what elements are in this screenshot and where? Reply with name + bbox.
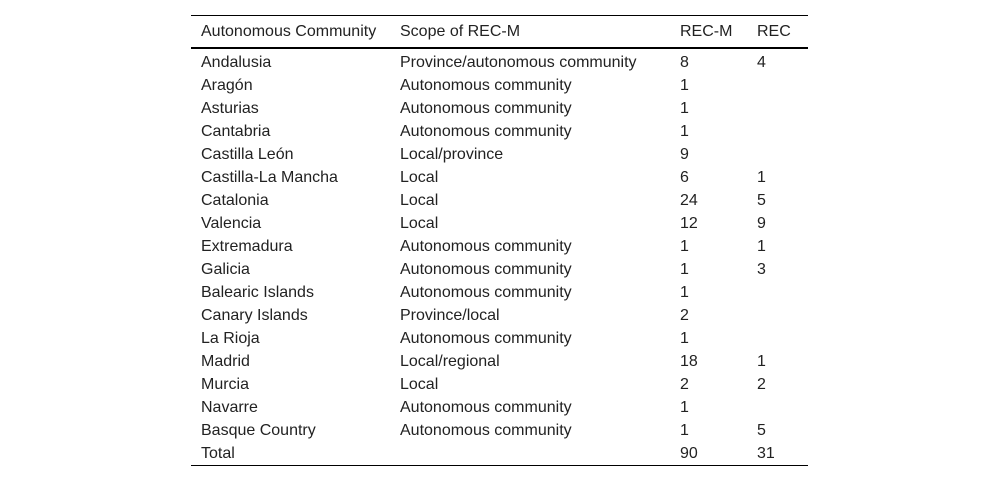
cell-scope [400, 442, 680, 466]
cell-rec-m: 1 [680, 330, 689, 347]
cell-community: Aragón [201, 77, 253, 94]
cell-scope: Autonomous community [400, 100, 572, 117]
cell-rec-m: 2 [680, 376, 689, 393]
header-row [191, 16, 808, 49]
cell-rec: 1 [757, 238, 766, 255]
table-row [191, 143, 808, 166]
cell-rec-m: 1 [680, 123, 689, 140]
table-row [191, 419, 808, 442]
cell-rec [757, 281, 808, 304]
cell-rec-m: 1 [680, 77, 689, 94]
table-row [191, 258, 808, 281]
cell-rec-m: 18 [680, 353, 698, 370]
cell-rec-m: 1 [680, 399, 689, 416]
cell-scope: Local [400, 215, 439, 232]
cell-community: Andalusia [201, 54, 272, 71]
cell-community: Castilla León [201, 146, 294, 163]
cell-scope: Autonomous community [400, 123, 572, 140]
cell-rec-m: 9 [680, 146, 689, 163]
cell-rec [757, 304, 808, 327]
cell-rec: 5 [757, 192, 766, 209]
table-row [191, 97, 808, 120]
cell-scope: Local [400, 192, 439, 209]
cell-scope: Local [400, 376, 439, 393]
header-scope: Scope of REC-M [400, 23, 521, 40]
header-rec-m: REC-M [680, 23, 733, 40]
cell-community: Catalonia [201, 192, 269, 209]
table-row [191, 281, 808, 304]
cell-scope: Autonomous community [400, 399, 572, 416]
header-rec: REC [757, 23, 791, 40]
cell-rec-m: 8 [680, 54, 689, 71]
cell-community: Madrid [201, 353, 250, 370]
cell-scope: Province/autonomous community [400, 54, 637, 71]
table-row [191, 373, 808, 396]
cell-community: Balearic Islands [201, 284, 314, 301]
table-row [191, 304, 808, 327]
cell-scope: Autonomous community [400, 284, 572, 301]
cell-rec [757, 327, 808, 350]
cell-scope: Local/regional [400, 353, 500, 370]
cell-community: Asturias [201, 100, 259, 117]
cell-rec [757, 120, 808, 143]
cell-rec-m: 1 [680, 238, 689, 255]
table-row [191, 327, 808, 350]
cell-community: Extremadura [201, 238, 293, 255]
cell-scope: Local [400, 169, 439, 186]
cell-rec-m: 6 [680, 169, 689, 186]
table-header [191, 16, 808, 49]
cell-scope: Autonomous community [400, 77, 572, 94]
table-row [191, 189, 808, 212]
cell-community: Navarre [201, 399, 258, 416]
cell-scope: Local/province [400, 146, 504, 163]
table-row [191, 350, 808, 373]
header-community: Autonomous Community [201, 23, 377, 40]
cell-community: Valencia [201, 215, 262, 232]
table-row [191, 48, 808, 74]
table-row [191, 120, 808, 143]
cell-rec: 2 [757, 376, 766, 393]
cell-rec [757, 97, 808, 120]
cell-rec-m: 24 [680, 192, 698, 209]
cell-rec [757, 143, 808, 166]
table-row [191, 396, 808, 419]
table-row [191, 74, 808, 97]
table-row [191, 235, 808, 258]
cell-rec-m: 12 [680, 215, 698, 232]
cell-community: Cantabria [201, 123, 271, 140]
cell-community: Total [201, 445, 235, 462]
cell-rec-m: 2 [680, 307, 689, 324]
cell-scope: Autonomous community [400, 238, 572, 255]
cell-community: Galicia [201, 261, 250, 278]
cell-rec: 4 [757, 54, 766, 71]
cell-scope: Autonomous community [400, 422, 572, 439]
cell-scope: Autonomous community [400, 330, 572, 347]
cell-rec: 1 [757, 169, 766, 186]
cell-rec: 9 [757, 215, 766, 232]
cell-rec-m: 90 [680, 445, 698, 462]
cell-scope: Autonomous community [400, 261, 572, 278]
cell-rec: 1 [757, 353, 766, 370]
cell-community: Murcia [201, 376, 250, 393]
cell-rec: 3 [757, 261, 766, 278]
table-row [191, 212, 808, 235]
table-row [191, 166, 808, 189]
cell-rec: 5 [757, 422, 766, 439]
cell-community: Castilla-La Mancha [201, 169, 338, 186]
cell-rec: 31 [757, 445, 775, 462]
table-body [191, 48, 808, 466]
cell-rec-m: 1 [680, 100, 689, 117]
cell-community: La Rioja [201, 330, 260, 347]
cell-rec-m: 1 [680, 422, 689, 439]
cell-community: Canary Islands [201, 307, 308, 324]
cell-scope: Province/local [400, 307, 500, 324]
cell-rec-m: 1 [680, 261, 689, 278]
cell-rec [757, 74, 808, 97]
rec-table [191, 15, 808, 466]
cell-community: Basque Country [201, 422, 316, 439]
cell-rec [757, 396, 808, 419]
table-row [191, 442, 808, 466]
cell-rec-m: 1 [680, 284, 689, 301]
